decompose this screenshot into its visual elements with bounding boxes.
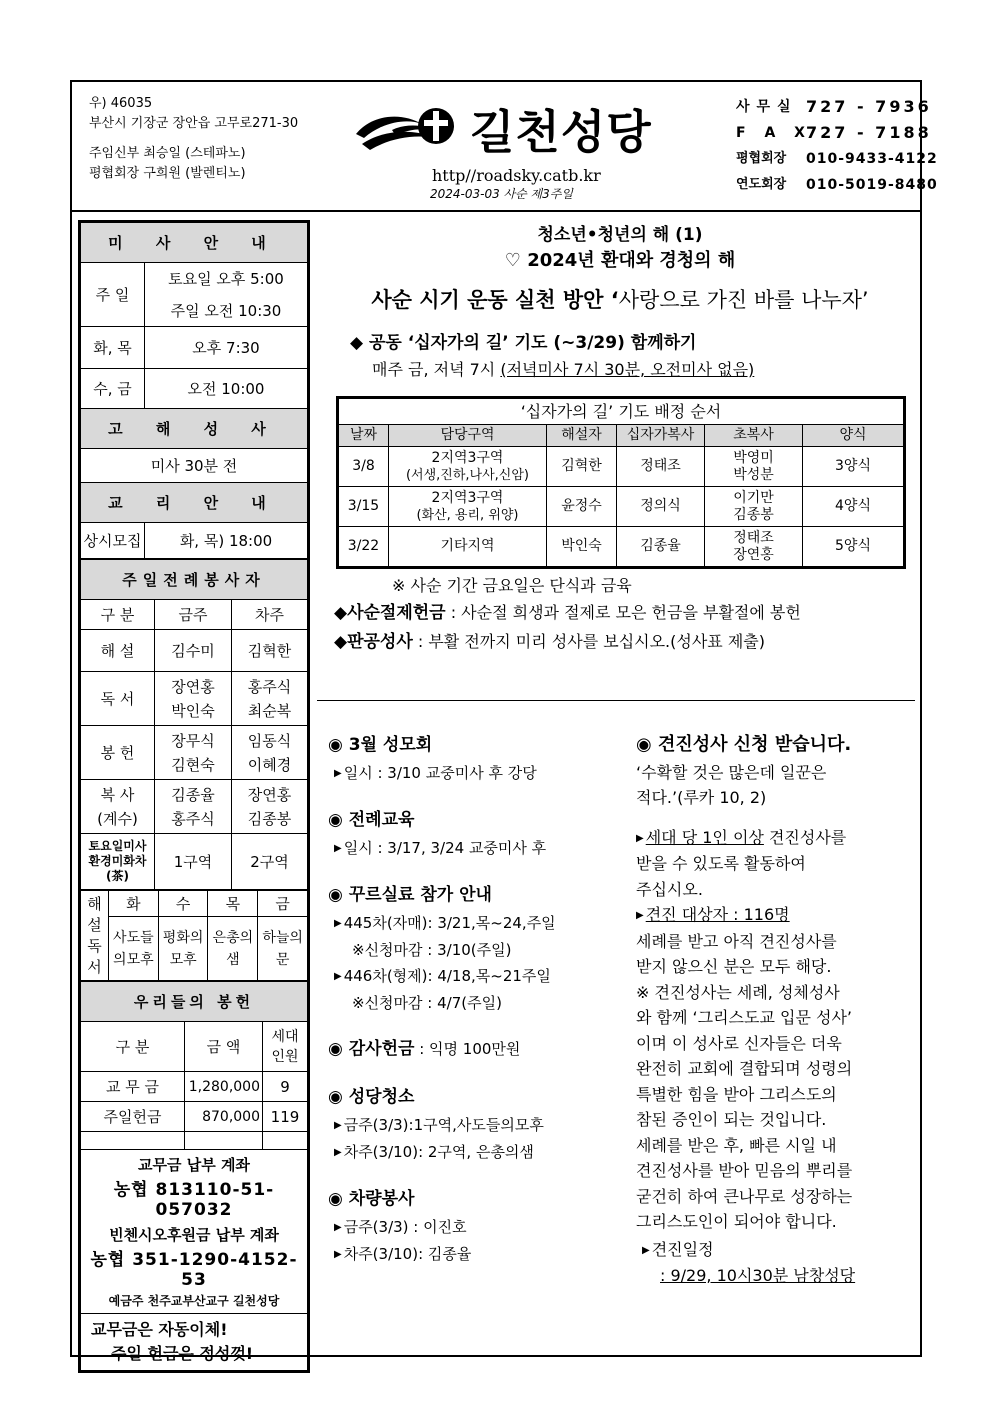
day-cell: 수 [158,891,208,917]
bullet-icon: ▶ [636,832,644,844]
footer-line2: 주일 헌금은 정성껏! [111,1344,254,1363]
bullet-icon: ▶ [636,910,644,921]
liturgy-row: 복 사 (계수) 김종율 홍주식 장연홍 김종봉 [81,780,308,834]
church-logo [352,96,692,166]
paragraph-line: 견진성사를 받아 믿음의 뿌리를 [636,1161,853,1180]
day-cell: 금 [258,891,308,917]
catechism-text: 화, 목) 18:00 [145,523,308,559]
paragraph-line: ▶ 견진 대상자 : 116명 [636,905,790,924]
bullet-icon: ▶ [334,1120,342,1131]
footer-line1: 교무금은 자동이체! [91,1320,228,1339]
cross-head: 십자가복사 [617,425,705,447]
contact-list [736,94,938,198]
postal-code: 우) 46035 [89,96,153,111]
address: 부산시 기장군 장안읍 고무로271-30 [89,116,299,131]
reader-label: 해설독서 [81,891,109,981]
confession-title: 고 해 성 사 [81,409,308,449]
bullet-icon: ▶ [334,918,342,929]
wed-fri-label: 수, 금 [81,369,145,409]
offering-title: 우리들의 봉헌 [81,982,308,1022]
cross-head: 해설자 [547,425,617,447]
cross-caption: ‘십자가의 길’ 기도 배정 순서 [339,399,904,425]
cross-row: 3/22 기타지역 박인숙 김종율 정태조 장연홍 5양식 [339,527,904,567]
account2-title: 빈첸시오후원금 납부 계좌 [109,1226,279,1244]
paragraph-line: ※ 견진성사는 세례, 성체성사 [636,982,840,1002]
offering-row: 교 무 금 1,280,000 9 [81,1072,308,1102]
list-item: ▶ 금주(3/3):1구역,사도들의모후 [334,1116,544,1134]
section-vehicle-title: ◉ 차량봉사 [328,1189,415,1209]
section-liturgy-edu-title: ◉ 전례교육 [328,810,415,830]
account2-number: 농협 351-1290-4152-53 [90,1250,298,1290]
bullet-icon: ▶ [334,1249,342,1260]
paragraph-line: 굳건히 하여 큰나무로 성장하는 [636,1186,853,1206]
account-box [80,1150,308,1314]
lent-title: 사순 시기 운동 실천 방안 ‘사랑으로 가진 바를 나누자’ [371,288,869,312]
section-cursillo-title: ◉ 꾸르실료 참가 안내 [328,885,492,905]
list-item: ▶ 445차(자매): 3/21,목~24,주일 [334,914,556,932]
paragraph-line: 주십시오. [636,879,703,899]
notice-column-right [636,732,918,1289]
main-notice [322,222,918,652]
schedule-value: : 9/29, 10시30분 남창성당 [660,1266,856,1285]
day-cell: 목 [208,891,258,917]
tue-thu-mass: 오후 7:30 [145,327,308,369]
group-cell: 하늘의문 [258,917,308,981]
mass-table [80,222,308,559]
contact-council: 평협회장 010-9433-4122 [736,151,938,167]
website-url[interactable]: http//roadsky.catb.kr [432,166,601,185]
liturgy-head: 차주 [232,600,308,630]
paragraph-line: 받을 수 있도록 활동하여 [636,854,806,873]
paragraph-line: 세례를 받고 아직 견진성사를 [636,931,837,951]
contact-memorial: 연도회장 010-5019-8480 [736,177,938,193]
paragraph-line: 완전히 교회에 결합되며 성령의 [636,1059,853,1078]
church-name: 길천성당 [470,105,652,159]
paragraph-line: 특별한 힘을 받아 그리스도의 [636,1084,837,1104]
catechism-title: 교 리 안 내 [81,483,308,523]
schedule-label: ▶ 견진일정 [642,1239,714,1259]
group-cell: 사도들의모후 [108,917,158,981]
cross-head: 날짜 [339,425,389,447]
liturgy-title: 주일전례봉사자 [81,560,308,600]
paragraph-line: 그리스도인이 되어야 합니다. [636,1212,837,1231]
list-item: ▶ 일시 : 3/17, 3/24 교중미사 후 [334,839,547,857]
way-time: 매주 금, 저녁 7시 (저녁미사 7시 30분, 오전미사 없음) [372,360,755,379]
pastor: 주임신부 최승일 (스테파노) [89,146,246,161]
notice-column-left [328,732,618,1268]
list-item: ※신청마감 : 4/7(주일) [352,994,502,1012]
church-emblem-icon [352,104,464,152]
paragraph-line: 이며 이 성사로 신자들은 더욱 [636,1033,842,1053]
confirmation-title: ◉ 견진성사 신청 받습니다. [636,734,852,755]
bullet-icon: ▶ [334,1147,342,1158]
paragraph-line: 와 함께 ‘그리스도교 입문 성사’ [636,1008,852,1027]
bullet-icon: ▶ [334,971,342,982]
cross-head: 양식 [803,425,904,447]
bullet-icon: ▶ [334,1222,342,1233]
account-holder: 예금주 천주교부산교구 길천성당 [108,1294,280,1308]
sunday-label: 주 일 [81,263,145,327]
account1-title: 교무금 납부 계좌 [138,1156,250,1174]
liturgy-table [80,559,308,890]
bullet-icon: ▶ [334,768,342,779]
environment-row: 토요일미사환경미화차(茶) 1구역 2구역 [81,834,308,890]
lent-offering: ◆사순절제헌금 : 사순절 희생과 절제로 모은 헌금을 부활절에 봉헌 [334,603,801,623]
sat-mass: 토요일 오후 5:00 [145,263,308,295]
bullet-icon: ▶ [642,1244,650,1256]
way-title: ◆ 공동 ‘십자가의 길’ 기도 (~3/29) 함께하기 [350,333,697,353]
list-item: ▶ 차주(3/10): 김종율 [334,1245,472,1263]
liturgy-row: 독 서 장연홍 박인숙 홍주식 최순복 [81,672,308,726]
cross-row: 3/15 2지역3구역 (화산, 용리, 위양) 윤정수 정의식 이기만 김종봉 4양식 [339,487,904,527]
offering-head: 구 분 [81,1022,185,1072]
section-divider [317,700,915,701]
group-cell: 은총의샘 [208,917,258,981]
confession-text: 미사 30분 전 [81,449,308,483]
list-item: ▶ 차주(3/10): 2구역, 은총의샘 [334,1143,534,1161]
list-item: ▶ 일시 : 3/10 교중미사 후 강당 [334,764,537,782]
paragraph-line: ▶ 세대 당 1인 이상 견진성사를 [636,827,847,847]
sun-mass: 주일 오전 10:30 [145,295,308,327]
tue-thu-label: 화, 목 [81,327,145,369]
fast-note: ※ 사순 기간 금요일은 단식과 금육 [392,576,632,595]
theme-line2: ♡ 2024년 환대와 경청의 해 [504,250,736,271]
group-cell: 평화의모후 [158,917,208,981]
footer-box [80,1314,308,1371]
section-cleaning-title: ◉ 성당청소 [328,1087,415,1107]
contact-office: 사무실 727 - 7936 [736,97,932,116]
theme-line1: 청소년•청년의 해 (1) [537,225,703,245]
cross-way-table [336,396,906,569]
catechism-label: 상시모집 [81,523,145,559]
liturgy-row: 해 설 김수미 김혁한 [81,630,308,672]
contact-fax: F A X 727 - 7188 [736,123,932,142]
liturgy-head: 구 분 [81,600,155,630]
section-thanks-offering: ◉ 감사헌금 : 익명 100만원 [328,1039,521,1059]
mass-title: 미 사 안 내 [81,223,308,263]
list-item: ※신청마감 : 3/10(주일) [352,941,512,959]
bulletin-frame [70,80,938,1363]
paragraph-line: 세례를 받은 후, 빠른 시일 내 [636,1135,837,1155]
offering-table [80,981,308,1150]
offering-head: 금 액 [185,1022,263,1072]
account1-number: 농협 813110-51-057032 [113,1180,275,1220]
day-cell: 화 [108,891,158,917]
cross-head: 초복사 [705,425,803,447]
wed-fri-mass: 오전 10:00 [145,369,308,409]
liturgy-head: 금주 [155,600,232,630]
list-item: ▶ 446차(형제): 4/18,목~21주일 [334,967,551,985]
header [72,82,938,212]
bullet-icon: ▶ [334,843,342,854]
liturgy-row: 봉 헌 장무식 김현숙 임동식 이혜경 [81,726,308,780]
list-item: ▶ 금주(3/3) : 이진호 [334,1218,467,1236]
confession-notice: ◆판공성사 : 부활 전까지 미리 성사를 보십시오.(성사표 제출) [334,632,765,652]
quote-line: 적다.’(루카 10, 2) [636,788,767,807]
cross-head: 담당구역 [389,425,547,447]
council-head: 평협회장 구희원 (발렌티노) [89,166,246,181]
cross-row: 3/8 2지역3구역 (서생,진하,나사,신암) 김혁한 정태조 박영미 박성분 3양식 [339,447,904,487]
issue-date: 2024-03-03 사순 제3주일 [430,187,573,201]
header-left [89,94,298,184]
reader-table [80,890,308,981]
paragraph-line: 받지 않으신 분은 모두 해당. [636,957,832,976]
offering-head: 세대인원 [263,1022,308,1072]
offering-row: 주일헌금 870,000 119 [81,1102,308,1132]
sidebar [78,220,310,1373]
paragraph-line: 참된 증인이 되는 것입니다. [636,1110,827,1129]
quote-line: ‘수확할 것은 많은데 일꾼은 [636,762,827,782]
section-mary-title: ◉ 3월 성모회 [328,735,433,755]
